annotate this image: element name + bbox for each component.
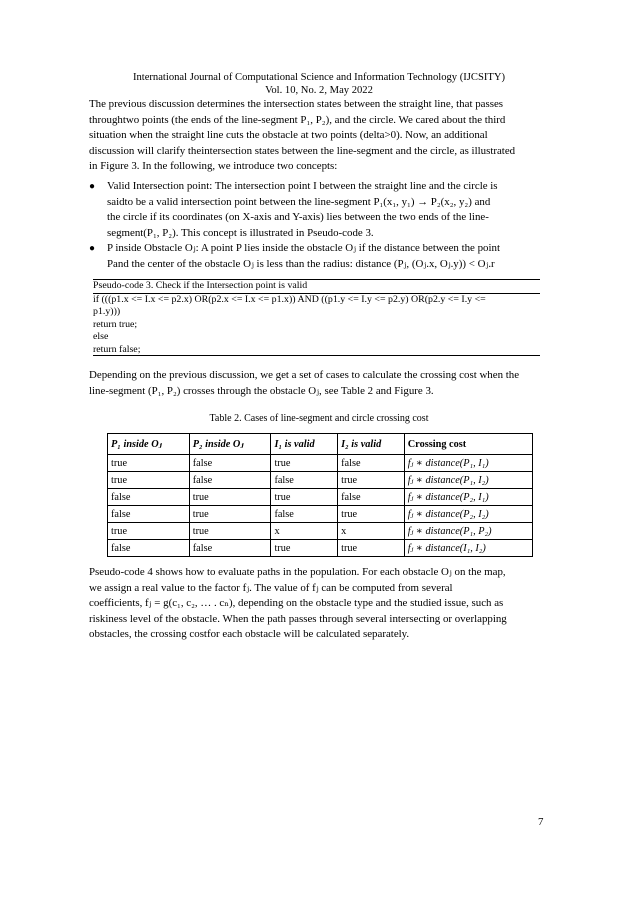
volume-header: Vol. 10, No. 2, May 2022: [265, 85, 373, 96]
table-header: P₁ inside Oⱼ: [108, 434, 190, 455]
table-cell: fⱼ ∗ distance(P₁, P₂): [404, 523, 532, 540]
table-cell: false: [338, 455, 405, 472]
bullet-point-inside: [107, 241, 551, 272]
code-line: return false;: [93, 343, 141, 355]
bullet-icon: ●: [89, 181, 96, 192]
table-cell: false: [189, 472, 271, 489]
table-header-row: [108, 434, 533, 455]
text-line: we assign a real value to the factor fⱼ. The value of fⱼ can be computed from several: [89, 581, 453, 594]
table-cell: false: [189, 455, 271, 472]
bullet-valid-intersection: [107, 179, 551, 241]
text-line: situation when the straight line cuts the obstacle at two points (delta>0). Now, an additional: [89, 129, 488, 142]
pseudocode-title: Pseudo-code 3. Check if the Intersection point is valid: [93, 280, 308, 291]
table-header: P₂ inside Oⱼ: [189, 434, 271, 455]
table-row: [108, 506, 533, 523]
table-row: [108, 472, 533, 489]
table-row: [108, 455, 533, 472]
code-line: return true;: [93, 318, 138, 330]
paragraph-cases: [89, 368, 551, 399]
table-cell: true: [338, 540, 405, 557]
text-line: Pand the center of the obstacle Oⱼ is less than the radius: distance (Pⱼ, (Oⱼ.x, Oⱼ.y)) < Oⱼ.r: [107, 257, 495, 270]
table-cell: false: [271, 472, 338, 489]
table-cell: false: [108, 489, 190, 506]
table-row: [108, 523, 533, 540]
text-line: in Figure 3. In the following, we introduce two concepts:: [89, 160, 338, 173]
table-cell: fⱼ ∗ distance(P₁, I₁): [404, 455, 532, 472]
text-line: line-segment (P₁, P₂) crosses through the obstacle Oⱼ, see Table 2 and Figure 3.: [89, 384, 434, 397]
table-cell: true: [338, 506, 405, 523]
table-header: I₂ is valid: [338, 434, 405, 455]
text-line: segment(P₁, P₂). This concept is illustrated in Pseudo-code 3.: [107, 226, 374, 239]
text-line: Depending on the previous discussion, we get a set of cases to calculate the crossing cost when the: [89, 369, 520, 381]
text-line: discussion will clarify theintersection states between the line-segment and the circle, as illustrated: [89, 144, 516, 157]
table-cell: false: [108, 540, 190, 557]
paragraph-pseudocode-4: [89, 565, 551, 643]
table-cell: false: [338, 489, 405, 506]
table-cell: x: [338, 523, 405, 540]
code-line: else: [93, 331, 109, 343]
text-line: obstacles, the crossing costfor each obstacle will be calculated separately.: [89, 628, 410, 641]
table-cell: true: [271, 455, 338, 472]
code-line: p1.y))): [93, 306, 121, 318]
table-caption: Table 2. Cases of line-segment and circle crossing cost: [209, 413, 429, 424]
table-cell: true: [271, 489, 338, 506]
table-cell: x: [271, 523, 338, 540]
code-line: if (((p1.x <= I.x <= p2.x) OR(p2.x <= I.x <= p1.x)) AND ((p1.y <= I.y <= p2.y) OR(p2.y <= I.y <=: [93, 294, 486, 305]
table-cell: fⱼ ∗ distance(I₁, I₂): [404, 540, 532, 557]
table-cell: true: [108, 472, 190, 489]
text-line: P inside Obstacle Oⱼ: A point P lies inside the obstacle Oⱼ if the distance between the point: [107, 242, 501, 254]
table-cell: fⱼ ∗ distance(P₂, I₁): [404, 489, 532, 506]
table-cell: fⱼ ∗ distance(P₁, I₂): [404, 472, 532, 489]
paragraph-intro: [89, 97, 551, 175]
text-line: throughtwo points (the ends of the line-segment P₁, P₂), and the circle. We cared about the third: [89, 113, 506, 126]
table-cell: true: [189, 506, 271, 523]
text-line: riskiness level of the obstacle. When the path passes through several intersecting or overlapping: [89, 612, 507, 625]
text-line: Pseudo-code 4 shows how to evaluate paths in the population. For each obstacle Oⱼ on the map,: [89, 566, 506, 578]
text-line: The previous discussion determines the intersection states between the straight line, that passes: [89, 98, 504, 110]
table-cell: true: [189, 489, 271, 506]
bullet-icon: ●: [89, 243, 96, 254]
page-number: 7: [538, 816, 544, 828]
table-cell: true: [108, 523, 190, 540]
table-row: [108, 540, 533, 557]
text-line: Valid Intersection point: The intersection point I between the straight line and the circle is: [107, 180, 498, 192]
table-cell: false: [108, 506, 190, 523]
journal-header: International Journal of Computational Science and Information Technology (IJCSITY): [132, 72, 506, 83]
table-cell: true: [338, 472, 405, 489]
table-cell: false: [271, 506, 338, 523]
table-cell: true: [108, 455, 190, 472]
table-row: [108, 489, 533, 506]
text-line: the circle if its coordinates (on X-axis and Y-axis) lies between the two ends of the line-: [107, 211, 489, 224]
table-cell: true: [189, 523, 271, 540]
text-line: saidto be a valid intersection point between the line-segment P₁(x₁, y₁) → P₂(x₂, y₂) and: [107, 195, 491, 208]
table-cell: true: [271, 540, 338, 557]
crossing-cost-table: [107, 433, 533, 557]
pseudocode-block: [93, 294, 533, 356]
table-header: Crossing cost: [404, 434, 532, 455]
code-bottom-rule: [93, 355, 540, 356]
table-cell: fⱼ ∗ distance(P₂, I₂): [404, 506, 532, 523]
table-header: I₁ is valid: [271, 434, 338, 455]
table-cell: false: [189, 540, 271, 557]
text-line: coefficients, fⱼ = g(c₁, c₂, … . cₙ), depending on the obstacle type and the studied issue, such as: [89, 597, 504, 610]
